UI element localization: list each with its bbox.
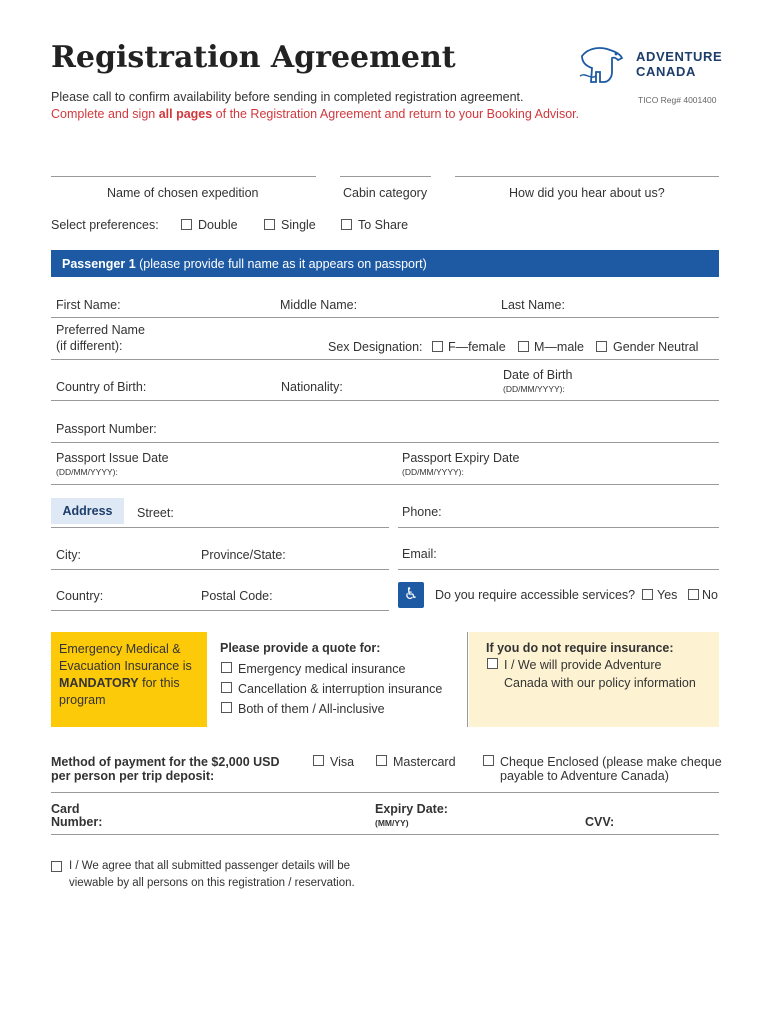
dob-label: Date of Birth xyxy=(503,368,573,382)
mastercard-label: Mastercard xyxy=(393,755,456,769)
brand-wordmark xyxy=(636,49,722,79)
agreement-line-1: I / We agree that all submitted passenger details will be xyxy=(69,860,351,872)
country-birth-label: Country of Birth: xyxy=(56,380,147,394)
card-label-2: Number: xyxy=(51,815,103,829)
male-label: M—male xyxy=(534,340,585,354)
quote-both-checkbox[interactable] xyxy=(221,702,232,713)
instruction-line xyxy=(51,107,579,121)
quote-cancellation-label: Cancellation & interruption insurance xyxy=(238,682,443,696)
expiry-date-format: (DD/MM/YYYY): xyxy=(402,467,464,477)
mandatory-line-3 xyxy=(59,675,192,692)
share-checkbox[interactable] xyxy=(341,219,352,230)
middle-name-label: Middle Name: xyxy=(280,298,358,312)
passenger-band-text xyxy=(62,257,427,271)
sex-label: Sex Designation: xyxy=(328,340,423,354)
card-line[interactable] xyxy=(51,834,719,835)
birth-line[interactable] xyxy=(51,400,719,401)
accessible-yes-checkbox[interactable] xyxy=(642,589,653,600)
passenger-band-bold: Passenger 1 xyxy=(62,257,136,271)
issue-date-label: Passport Issue Date xyxy=(56,451,169,465)
passport-dates-line[interactable] xyxy=(51,484,719,485)
visa-checkbox[interactable] xyxy=(313,755,324,766)
double-label: Double xyxy=(198,218,238,232)
preferred-name-label-2: (if different): xyxy=(56,339,123,353)
city-label: City: xyxy=(56,548,81,562)
quote-both-label: Both of them / All-inclusive xyxy=(238,702,385,716)
mandatory-line-1: Emergency Medical & xyxy=(59,642,181,656)
insurance-divider xyxy=(467,632,468,727)
cheque-line-1: Cheque Enclosed (please make cheque xyxy=(500,755,722,769)
accessible-question: Do you require accessible services? xyxy=(435,588,636,602)
double-checkbox[interactable] xyxy=(181,219,192,230)
brand-line-2: CANADA xyxy=(636,64,696,79)
male-checkbox[interactable] xyxy=(518,341,529,352)
country-line[interactable] xyxy=(51,610,389,611)
hear-label: How did you hear about us? xyxy=(509,186,665,200)
expiry-date-label: Passport Expiry Date xyxy=(402,451,520,465)
quote-medical-label: Emergency medical insurance xyxy=(238,662,406,676)
payment-method-line-1: Method of payment for the $2,000 USD xyxy=(51,755,280,769)
card-label-1: Card xyxy=(51,802,80,816)
own-policy-checkbox[interactable] xyxy=(487,658,498,669)
own-policy-line-1: I / We will provide Adventure xyxy=(504,658,662,672)
accessible-no-label: No xyxy=(702,588,718,602)
postal-label: Postal Code: xyxy=(201,589,273,603)
first-name-label: First Name: xyxy=(56,298,121,312)
mastercard-checkbox[interactable] xyxy=(376,755,387,766)
last-name-label: Last Name: xyxy=(501,298,565,312)
cvv-label: CVV: xyxy=(585,815,615,829)
female-checkbox[interactable] xyxy=(432,341,443,352)
names-line[interactable] xyxy=(51,317,719,318)
expiry-format: (MM/YY) xyxy=(375,818,409,828)
own-policy-line-2: Canada with our policy information xyxy=(504,676,696,690)
street-label: Street: xyxy=(137,506,174,520)
mandatory-rest: for this xyxy=(138,676,180,690)
accessibility-icon: ♿ xyxy=(398,582,424,608)
hear-line[interactable] xyxy=(455,176,719,177)
expedition-label: Name of chosen expedition xyxy=(107,186,259,200)
preferred-line[interactable] xyxy=(51,359,719,360)
preferred-name-label-1: Preferred Name xyxy=(56,323,145,337)
preferences-label: Select preferences: xyxy=(51,218,159,232)
share-label: To Share xyxy=(358,218,409,232)
instruction-post: of the Registration Agreement and return to your Booking Advisor. xyxy=(212,107,580,121)
brand-line-1: ADVENTURE xyxy=(636,49,723,64)
tico-reg: TICO Reg# 4001400 xyxy=(638,95,717,105)
passenger-band-rest: (please provide full name as it appears on passport) xyxy=(135,257,427,271)
payment-line xyxy=(51,792,719,793)
mandatory-line-4: program xyxy=(59,693,106,707)
street-line[interactable] xyxy=(51,527,389,528)
intro-line: Please call to confirm availability before sending in completed registration agreement. xyxy=(51,90,524,104)
email-line[interactable] xyxy=(398,569,719,570)
payment-method-line-2: per person per trip deposit: xyxy=(51,769,215,783)
cabin-line[interactable] xyxy=(340,176,431,177)
female-label: F—female xyxy=(448,340,506,354)
address-tab: Address xyxy=(51,498,124,524)
phone-line[interactable] xyxy=(398,527,719,528)
dob-format: (DD/MM/YYYY): xyxy=(503,384,565,394)
quote-medical-checkbox[interactable] xyxy=(221,662,232,673)
cheque-line-2: payable to Adventure Canada) xyxy=(500,769,669,783)
quote-title: Please provide a quote for: xyxy=(220,641,381,655)
instruction-pre: Complete and sign xyxy=(51,107,159,121)
email-label: Email: xyxy=(402,547,437,561)
page-title: Registration Agreement xyxy=(51,40,456,75)
province-label: Province/State: xyxy=(201,548,286,562)
neutral-checkbox[interactable] xyxy=(596,341,607,352)
quote-cancellation-checkbox[interactable] xyxy=(221,682,232,693)
mandatory-bold: MANDATORY xyxy=(59,676,139,690)
visa-label: Visa xyxy=(330,755,355,769)
nationality-label: Nationality: xyxy=(281,380,343,394)
polar-bear-logo-icon xyxy=(578,42,630,86)
agreement-checkbox[interactable] xyxy=(51,861,62,872)
cabin-label: Cabin category xyxy=(343,186,428,200)
expiry-label: Expiry Date: xyxy=(375,802,448,816)
instruction-bold: all pages xyxy=(158,107,213,121)
passport-number-label: Passport Number: xyxy=(56,422,157,436)
accessible-no-checkbox[interactable] xyxy=(688,589,699,600)
issue-date-format: (DD/MM/YYYY): xyxy=(56,467,118,477)
insurance-mandatory-text xyxy=(59,641,192,709)
expedition-line[interactable] xyxy=(51,176,316,177)
agreement-line-2: viewable by all persons on this registration / reservation. xyxy=(69,877,355,889)
mandatory-line-2: Evacuation Insurance is xyxy=(59,659,192,673)
passport-number-line[interactable] xyxy=(51,442,719,443)
single-label: Single xyxy=(281,218,316,232)
country-label: Country: xyxy=(56,589,104,603)
city-line[interactable] xyxy=(51,569,389,570)
phone-label: Phone: xyxy=(402,505,442,519)
accessible-yes-label: Yes xyxy=(657,588,678,602)
neutral-label: Gender Neutral xyxy=(613,340,699,354)
single-checkbox[interactable] xyxy=(264,219,275,230)
no-insurance-title: If you do not require insurance: xyxy=(486,641,674,655)
cheque-checkbox[interactable] xyxy=(483,755,494,766)
